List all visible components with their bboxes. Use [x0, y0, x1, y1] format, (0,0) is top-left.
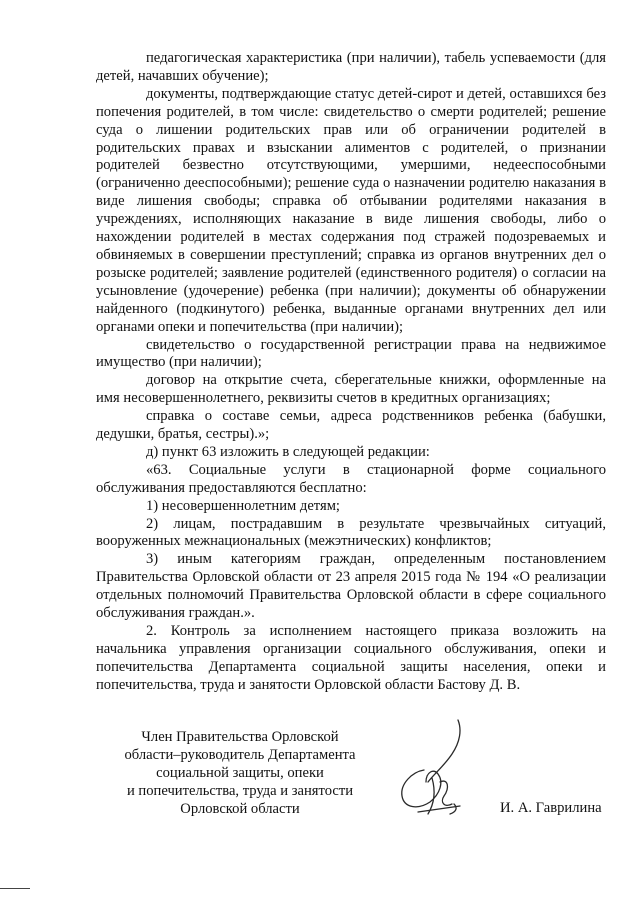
document-body — [96, 50, 606, 695]
paragraph-orphan-documents: документы, подтверждающие статус детей-сирот и детей, оставшихся без попечения родителей, в том числе: свидетельство о смерти родителей; решение суда о лишении родительских прав или об ограничении родителей в родительских правах и взыскании алиментов с родителей, о признании родителей безвестно отсутствующими, умершими, недееспособными (ограниченно дееспособными); решение суда о назначении родителю наказания в виде лишения свободы; справка об отбывании родителями наказания в учреждениях, исполняющих наказание в виде лишения свободы, либо о нахождении родителей в местах содержания под стражей подозреваемых и обвиняемых в совершении преступлений; справка из органов внутренних дел о розыске родителей; заявление родителей (единственного родителя) о согласии на усыновление (удочерение) ребенка (при наличии); документы об обнаружении найденного (подкинутого) ребенка, выданные органами внутренних дел или органами опеки и попечительства (при наличии); — [96, 85, 606, 335]
paragraph-property: свидетельство о государственной регистрации права на недвижимое имущество (при наличии); — [96, 336, 606, 371]
paragraph-accounts: договор на открытие счета, сберегательные книжки, оформленные на имя несовершеннолетнего, реквизиты счетов в кредитных организациях; — [96, 372, 606, 407]
scan-edge-mark — [0, 888, 30, 889]
paragraph-family: справка о составе семьи, адреса родственников ребенка (бабушки, дедушки, братья, сестры).»; — [96, 408, 606, 443]
paragraph-sub-2: 2) лицам, пострадавшим в результате чрезвычайных ситуаций, вооруженных межнациональных (межэтнических) конфликтов; — [96, 515, 606, 550]
paragraph-sub-1: 1) несовершеннолетним детям; — [146, 497, 340, 514]
signer-title: Член Правительства Орловской области–руководитель Департамента социальной защиты, опеки и попечительства, труда и занятости Орловской области — [124, 729, 356, 817]
handwritten-signature — [388, 712, 484, 824]
paragraph-item-d: д) пункт 63 изложить в следующей редакции: — [146, 443, 430, 460]
paragraph-sub-3: 3) иным категориям граждан, определенным постановлением Правительства Орловской области от 23 апреля 2015 года № 194 «О реализации отдельных полномочий Правительства Орловской области в сфере социального обслуживания граждан.». — [96, 551, 606, 622]
signer-block — [80, 729, 400, 819]
paragraph-point-63: «63. Социальные услуги в стационарной форме социального обслуживания предоставляются бесплатно: — [96, 461, 606, 496]
paragraph-pedagogical: педагогическая характеристика (при наличии), табель успеваемости (для детей, начавших обучение); — [96, 50, 606, 84]
paragraph-control: 2. Контроль за исполнением настоящего приказа возложить на начальника управления организации социального обслуживания, опеки и попечительства Департамента социальной защиты населения, опеки и попечительства, труда и занятости Орловской области Бастову Д. В. — [96, 623, 606, 693]
signer-name: И. А. Гаврилина — [500, 800, 602, 816]
